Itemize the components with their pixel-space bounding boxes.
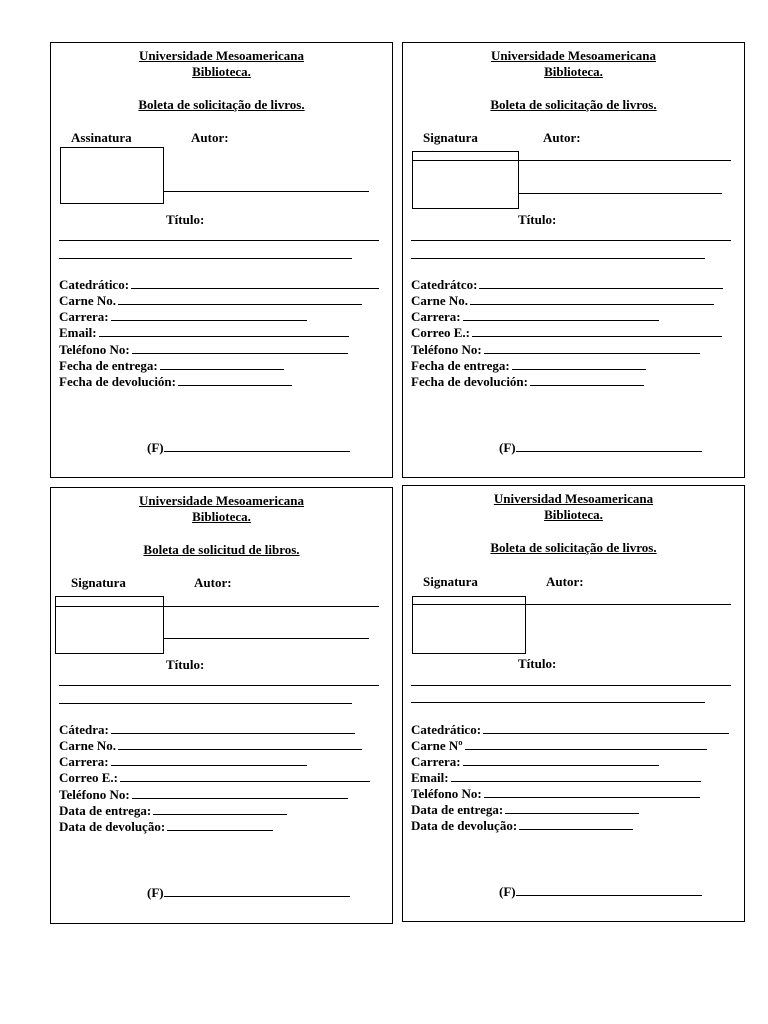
field-line[interactable]	[463, 755, 659, 766]
field-row[interactable]	[411, 786, 700, 802]
field-label: Carne Nº	[411, 738, 463, 753]
field-line[interactable]	[167, 820, 273, 831]
field-label: Fecha de entrega:	[59, 358, 158, 373]
title-line[interactable]	[59, 258, 352, 259]
request-slip-card	[402, 42, 745, 478]
field-row[interactable]	[411, 722, 729, 738]
author-label: Autor:	[194, 575, 232, 590]
field-line[interactable]	[111, 755, 307, 766]
field-label: Carne No.	[59, 293, 117, 308]
signature-label: Signatura	[71, 575, 126, 590]
field-line[interactable]	[132, 343, 348, 354]
field-row[interactable]	[411, 754, 659, 770]
signature-box[interactable]	[55, 596, 164, 654]
field-line[interactable]	[519, 819, 633, 830]
field-line[interactable]	[470, 294, 714, 305]
field-line[interactable]	[465, 739, 707, 750]
field-row[interactable]	[59, 722, 355, 738]
field-row[interactable]	[59, 787, 348, 803]
library-name: Biblioteca.	[544, 507, 603, 522]
signature-row[interactable]	[147, 885, 350, 901]
title-line[interactable]	[411, 258, 705, 259]
field-line[interactable]	[120, 771, 370, 782]
university-name: Universidade Mesoamericana	[138, 48, 304, 63]
request-slip-card	[402, 485, 745, 922]
field-label: Teléfono No:	[411, 342, 482, 357]
field-row[interactable]	[411, 738, 707, 754]
field-line[interactable]	[451, 771, 701, 782]
field-label: Teléfono No:	[411, 786, 482, 801]
field-row[interactable]	[411, 770, 701, 786]
field-row[interactable]	[411, 293, 714, 309]
field-line[interactable]	[111, 723, 355, 734]
field-label: Correo E.:	[59, 770, 118, 785]
field-line[interactable]	[512, 359, 646, 370]
field-label: Carrera:	[59, 754, 109, 769]
author-label: Autor:	[543, 130, 581, 145]
field-label: Data de devolução:	[411, 818, 518, 833]
title-line[interactable]	[411, 240, 731, 241]
title-label: Título:	[166, 657, 205, 672]
field-label: Cátedra:	[59, 722, 109, 737]
field-line[interactable]	[99, 326, 349, 337]
title-label: Título:	[166, 212, 205, 227]
field-label: Fecha de entrega:	[411, 358, 510, 373]
signature-label: Assinatura	[71, 130, 132, 145]
field-row[interactable]	[411, 325, 722, 341]
field-row[interactable]	[411, 818, 633, 834]
author-line[interactable]	[164, 191, 369, 192]
signature-box[interactable]	[60, 147, 164, 204]
field-label: Teléfono No:	[59, 787, 130, 802]
field-row[interactable]	[411, 309, 659, 325]
field-label: Carne No.	[59, 738, 117, 753]
sign-line[interactable]	[516, 441, 702, 452]
request-slip-card	[50, 487, 393, 924]
field-label: Catedrático:	[59, 277, 130, 292]
field-label: Fecha de devolución:	[411, 374, 528, 389]
field-row[interactable]	[411, 342, 700, 358]
author-line[interactable]	[164, 638, 369, 639]
field-line[interactable]	[160, 359, 284, 370]
field-row[interactable]	[59, 803, 287, 819]
author-label: Autor:	[546, 574, 584, 589]
author-line[interactable]	[519, 193, 722, 194]
field-line[interactable]	[479, 278, 723, 289]
field-line[interactable]	[484, 343, 700, 354]
field-label: Correo E.:	[411, 325, 470, 340]
title-line[interactable]	[411, 702, 705, 703]
field-label: Catedrático:	[411, 722, 482, 737]
signature-row[interactable]	[147, 440, 350, 456]
author-label: Autor:	[191, 130, 229, 145]
field-row[interactable]	[59, 754, 307, 770]
field-line[interactable]	[111, 310, 307, 321]
field-label: Data de devolução:	[59, 819, 166, 834]
library-name: Biblioteca.	[192, 509, 251, 524]
library-name: Biblioteca.	[544, 64, 603, 79]
title-label: Título:	[518, 212, 557, 227]
signature-row[interactable]	[499, 884, 702, 900]
title-line[interactable]	[59, 240, 379, 241]
sign-line[interactable]	[164, 441, 350, 452]
field-line[interactable]	[483, 723, 729, 734]
field-line[interactable]	[484, 787, 700, 798]
field-row[interactable]	[59, 358, 284, 374]
signature-box[interactable]	[412, 596, 526, 654]
field-line[interactable]	[153, 804, 287, 815]
field-line[interactable]	[118, 739, 362, 750]
field-row[interactable]	[411, 358, 646, 374]
field-label: Email:	[411, 770, 449, 785]
sign-line[interactable]	[164, 886, 350, 897]
field-label: Carrera:	[411, 309, 461, 324]
title-line[interactable]	[59, 703, 352, 704]
field-line[interactable]	[118, 294, 362, 305]
field-label: Fecha de devolución:	[59, 374, 176, 389]
signature-label: Signatura	[423, 130, 478, 145]
field-row[interactable]	[59, 374, 292, 390]
library-name: Biblioteca.	[192, 64, 251, 79]
university-name: Universidade Mesoamericana	[138, 493, 304, 508]
field-row[interactable]	[59, 293, 362, 309]
university-name: Universidad Mesoamericana	[493, 491, 654, 506]
field-row[interactable]	[411, 802, 639, 818]
field-line[interactable]	[463, 310, 659, 321]
sign-label: (F)	[147, 440, 164, 455]
form-title: Boleta de solicitação de livros.	[490, 540, 657, 555]
field-label: Teléfono No:	[59, 342, 130, 357]
field-line[interactable]	[131, 278, 379, 289]
field-label: Catedrátco:	[411, 277, 478, 292]
form-title: Boleta de solicitação de livros.	[138, 97, 305, 112]
signature-box[interactable]	[412, 151, 519, 209]
sign-label: (F)	[499, 440, 516, 455]
signature-label: Signatura	[423, 574, 478, 589]
field-label: Carne No.	[411, 293, 469, 308]
field-row[interactable]	[59, 342, 348, 358]
field-row[interactable]	[59, 738, 362, 754]
form-title: Boleta de solicitud de libros.	[143, 542, 300, 557]
field-row[interactable]	[411, 374, 644, 390]
sign-label: (F)	[147, 885, 164, 900]
sign-label: (F)	[499, 884, 516, 899]
field-row[interactable]	[59, 819, 273, 835]
field-row[interactable]	[59, 325, 349, 341]
field-line[interactable]	[132, 788, 348, 799]
field-line[interactable]	[472, 326, 722, 337]
field-label: Carrera:	[59, 309, 109, 324]
field-line[interactable]	[505, 803, 639, 814]
field-line[interactable]	[530, 375, 644, 386]
field-label: Carrera:	[411, 754, 461, 769]
field-row[interactable]	[411, 277, 723, 293]
signature-row[interactable]	[499, 440, 702, 456]
field-line[interactable]	[178, 375, 292, 386]
field-row[interactable]	[59, 770, 370, 786]
request-slip-card	[50, 42, 393, 478]
form-title: Boleta de solicitação de livros.	[490, 97, 657, 112]
field-label: Data de entrega:	[59, 803, 152, 818]
field-row[interactable]	[59, 277, 379, 293]
title-line[interactable]	[411, 685, 731, 686]
field-label: Data de entrega:	[411, 802, 504, 817]
title-label: Título:	[518, 656, 557, 671]
field-label: Email:	[59, 325, 97, 340]
title-line[interactable]	[59, 685, 379, 686]
sign-line[interactable]	[516, 885, 702, 896]
field-row[interactable]	[59, 309, 307, 325]
university-name: Universidade Mesoamericana	[490, 48, 656, 63]
